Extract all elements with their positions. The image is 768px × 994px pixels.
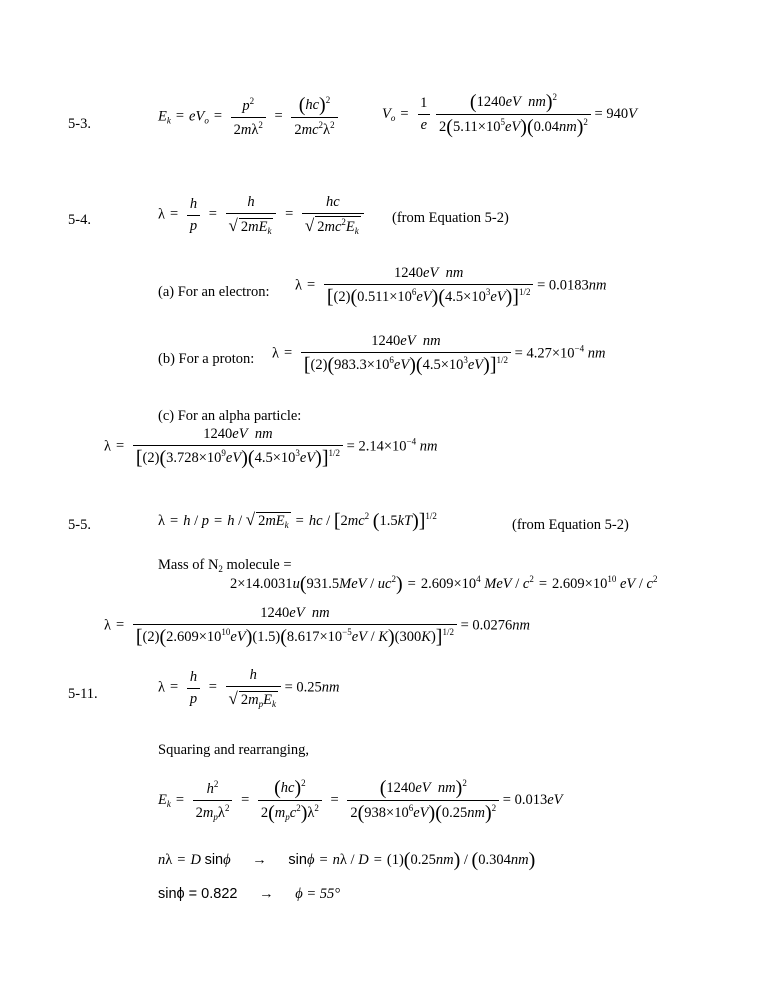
result-5-11-phi: ϕ = 55° xyxy=(295,886,341,902)
note-5-5: (from Equation 5-2) xyxy=(512,517,629,533)
equation-5-4a: λ = $\frac{\text{1240eV nm}}{[(2)(0.511\times 10^6eV)(4.5\times 10^3eV)]^{1/2}}$ = 0.0183nm xyxy=(295,265,607,308)
problem-number-5-4: 5-4. xyxy=(68,212,91,228)
text-5-11: Squaring and rearranging, xyxy=(158,742,309,758)
equation-5-3-energy: $E_k = eV_o$ = $\frac{p^2}{2m\lambda^2}$ = $\frac{(hc)^2}{2mc^2\lambda^2}$ xyxy=(158,95,338,139)
equation-5-5-lambda: λ = h / p = h / √ $2mE_k$ = hc / [$2mc^2$ (1.5kT)]$^{1/2}$ xyxy=(158,510,437,532)
note-5-4: (from Equation 5-2) xyxy=(392,210,509,226)
result-5-3: = 940 xyxy=(594,105,629,122)
equation-5-3-voltage: $V_o$ = $\frac{1}{e}$ $\frac{(1240eV nm)^2}{2(5.11\times 10^5eV)(0.04nm)^2}$ = 940V xyxy=(382,91,637,138)
label-5-4a: (a) For an electron: xyxy=(158,284,270,300)
result-5-11-energy: = 0.013 xyxy=(502,791,548,808)
equation-5-4-lambda: λ = $\frac{h}{p}$ = $\frac{h}{√ 2mE_k}$ = $\frac{hc}{√ 2mc^2E_k}$ xyxy=(158,194,364,236)
result-5-5: = 0.0276 xyxy=(460,617,513,634)
problem-number-5-3: 5-3. xyxy=(68,116,91,132)
result-5-11-sin: sinϕ = 0.822 xyxy=(158,886,238,902)
result-5-4a: = 0.0183 xyxy=(537,277,589,294)
equation-5-11-energy: $E_k$ = $\frac{h^2}{2m_p\lambda^2}$ = $\frac{(hc)^2}{2(m_pc^2)\lambda^2}$ = $\frac{(1240eV nm)^2}{2(938\times 10^6eV)(0.25nm)^2}$ = 0.013eV xyxy=(158,777,563,824)
equation-5-4c: λ = $\frac{\text{1240eV nm}}{[(2)(3.728\times 10^9eV)(4.5\times 10^3eV)]^{1/2}}$ = $2.14\times 10^{-4}$ nm xyxy=(104,426,438,469)
label-5-4c: (c) For an alpha particle: xyxy=(158,408,302,424)
equation-5-5-result: λ = $\frac{\text{1240eV nm}}{[(2)(2.609\times 10^{10}eV)(1.5)(8.617\times 10^{-5}eV / K)(300K)]^{1/2}}$ = 0.0276nm xyxy=(104,605,531,648)
label-5-4b: (b) For a proton: xyxy=(158,351,255,367)
result-5-4b: = 4.27×10 xyxy=(514,345,575,362)
equation-5-4b: λ = $\frac{\text{1240eV nm}}{[(2)(983.3\times 10^6eV)(4.5\times 10^3eV)]^{1/2}}$ = $4.27\times 10^{-4}$ nm xyxy=(272,333,606,376)
result-5-11-lambda: = 0.25 xyxy=(284,679,322,696)
problem-number-5-5: 5-5. xyxy=(68,517,91,533)
problem-number-5-11: 5-11. xyxy=(68,686,98,702)
mass-label-5-5: Mass of $N_2$ molecule = xyxy=(158,557,292,574)
equation-5-11-lambda: λ = $\frac{h}{p}$ = $\frac{h}{√ 2m_pE_k}$ = 0.25nm xyxy=(158,667,340,709)
equation-5-11-angle: sinϕ = 0.822 → ϕ = 55° xyxy=(158,886,341,902)
equation-5-5-mass: $2\times 14.0031u(931.5MeV / uc^2) = 2.609\times 10^4$ MeV / $c^2 = 2.609\times 10^{10}$ eV / $c^2$ xyxy=(230,573,658,595)
result-5-4c: = 2.14×10 xyxy=(346,438,407,455)
equation-5-11-bragg: nλ = D sinϕ → sinϕ = nλ / D = (1)(0.25nm) / (0.304nm) xyxy=(158,849,536,871)
